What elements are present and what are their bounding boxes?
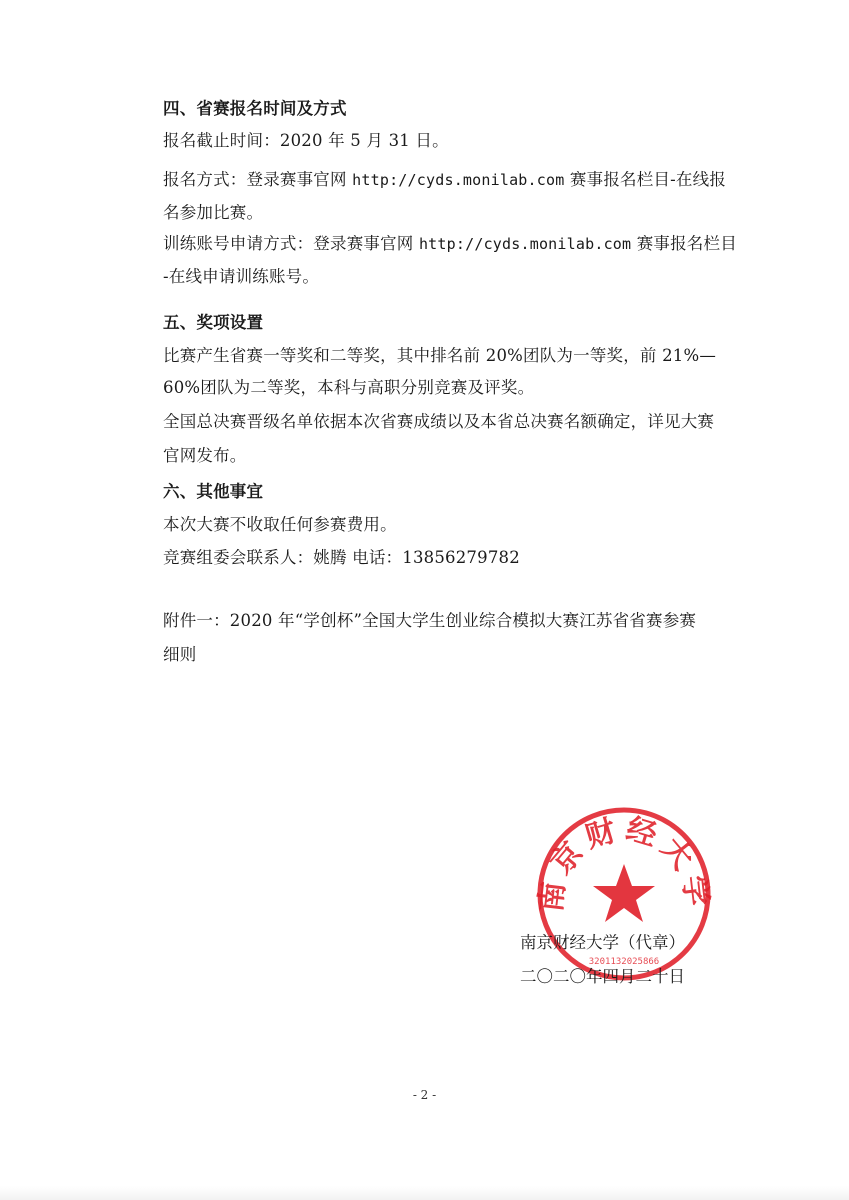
- seal-text: 南京财经大学: [536, 811, 712, 914]
- training-url: http://cyds.monilab.com: [418, 235, 632, 253]
- page-number: - 2 -: [412, 1088, 437, 1102]
- signup-method-line2: 名参加比赛。: [163, 203, 264, 222]
- training-account-line1: [163, 233, 737, 255]
- training-prefix: 训练账号申请方式：登录赛事官网: [163, 234, 419, 253]
- attachment-line1: 附件一：2020 年“学创杯”全国大学生创业综合模拟大赛江苏省省赛参赛: [163, 611, 697, 630]
- signup-deadline: 报名截止时间：2020 年 5 月 31 日。: [163, 131, 449, 150]
- seal-graphic: [536, 806, 712, 982]
- training-suffix: 赛事报名栏目: [631, 234, 737, 253]
- signup-method-suffix: 赛事报名栏目-在线报: [564, 170, 726, 189]
- award-p2-line1: 全国总决赛晋级名单依据本次省赛成绩以及本省总决赛名额确定，详见大赛: [163, 412, 715, 431]
- award-p1-line1: 比赛产生省赛一等奖和二等奖，其中排名前 20%团队为一等奖，前 21%—: [163, 346, 717, 365]
- official-seal: [536, 806, 712, 982]
- signature-date: 二〇二〇年四月二十日: [520, 967, 685, 986]
- section-5-heading: 五、奖项设置: [163, 313, 264, 332]
- contact-info: 竞赛组委会联系人：姚腾 电话：13856279782: [163, 548, 520, 567]
- award-p1-line2: 60%团队为二等奖，本科与高职分别竞赛及评奖。: [163, 378, 535, 397]
- attachment-line2: 细则: [163, 645, 197, 664]
- signup-method-line1: [163, 169, 726, 191]
- scan-edge: [0, 1186, 849, 1200]
- signature-org: 南京财经大学（代章）: [520, 933, 685, 952]
- award-p2-line2: 官网发布。: [163, 446, 247, 465]
- section-4-heading: 四、省赛报名时间及方式: [163, 99, 347, 118]
- section-6-heading: 六、其他事宜: [163, 482, 264, 501]
- training-account-line2: -在线申请训练账号。: [163, 267, 320, 286]
- seal-serial: 3201132025866: [588, 957, 660, 967]
- signup-url: http://cyds.monilab.com: [352, 171, 565, 189]
- signup-method-prefix: 报名方式：登录赛事官网: [163, 170, 353, 189]
- no-fee-note: 本次大赛不收取任何参赛费用。: [163, 515, 397, 534]
